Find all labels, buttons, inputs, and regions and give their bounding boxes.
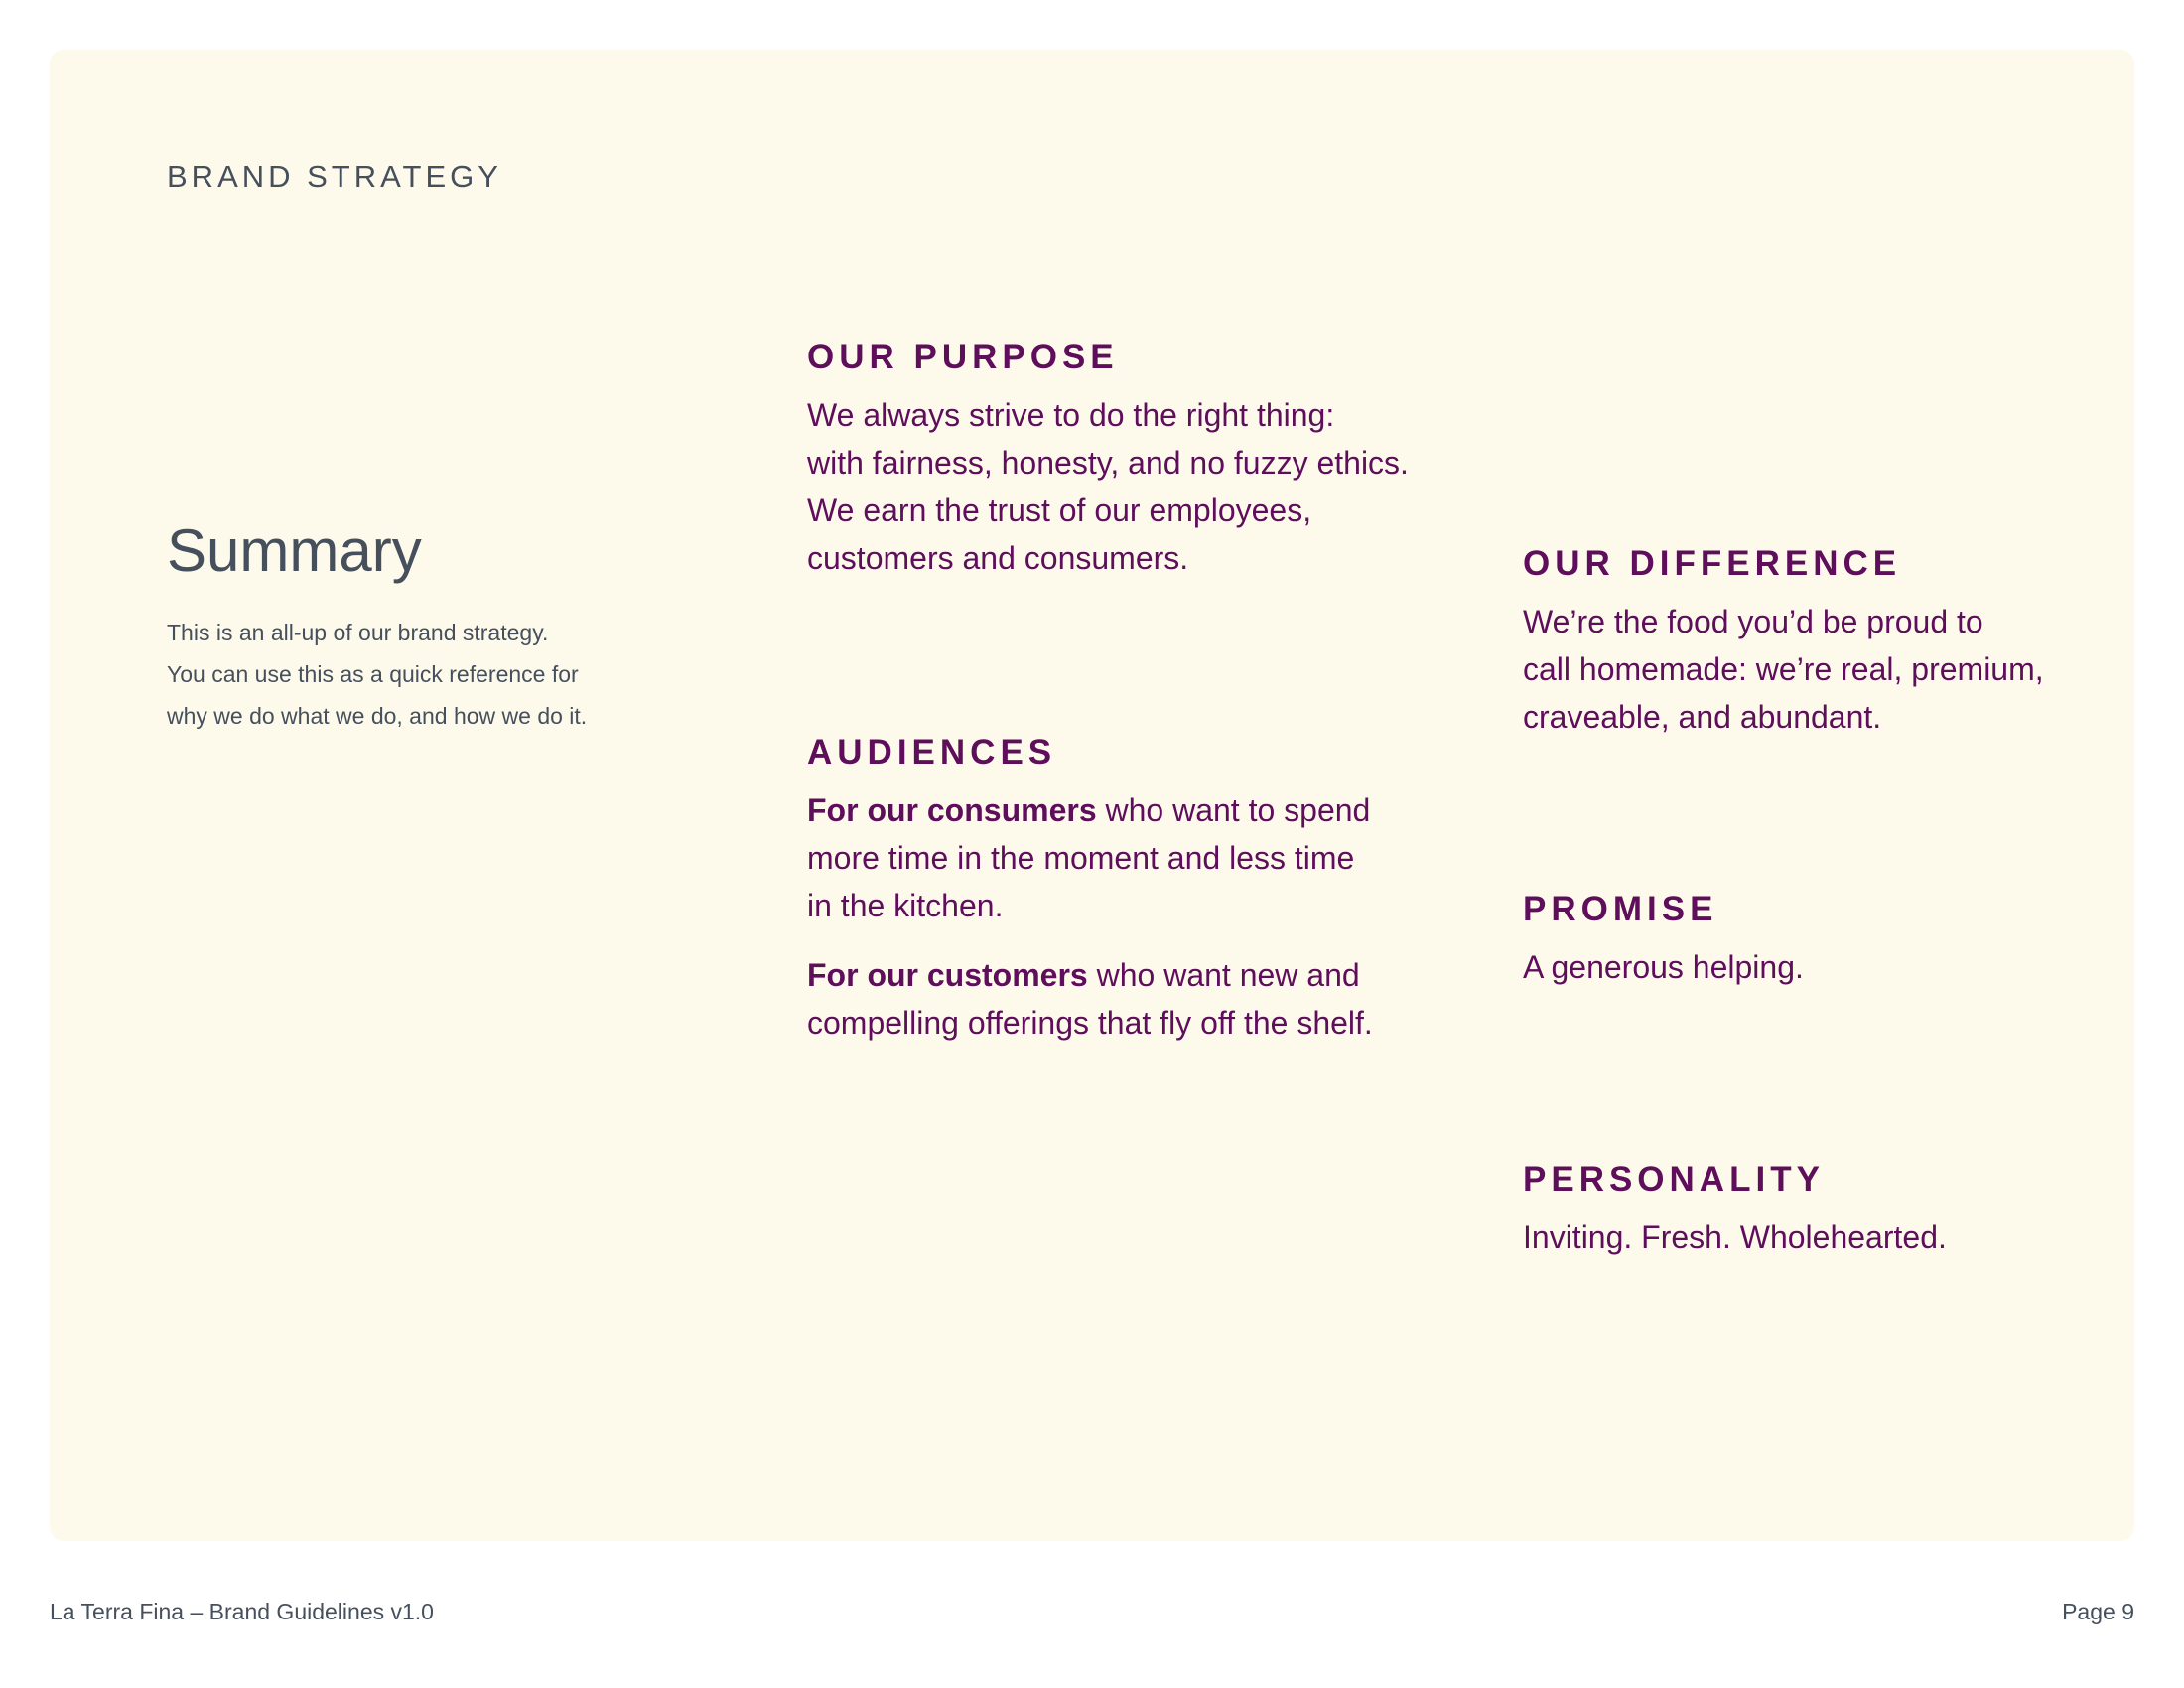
summary-description [167, 612, 683, 737]
difference-line: We’re the food you’d be proud to [1523, 604, 1983, 639]
summary-title: Summary [167, 517, 422, 584]
audience-consumers-text: who want to spend [1096, 792, 1371, 828]
audiences-heading: AUDIENCES [807, 733, 1057, 772]
audience-customers-line: compelling offerings that fly off the shelf. [807, 1005, 1373, 1041]
difference-body [1523, 598, 2044, 741]
audience-customers-line [807, 951, 1373, 999]
promise-section [1523, 890, 1804, 991]
purpose-section [807, 338, 1409, 582]
summary-line: You can use this as a quick reference for [167, 661, 579, 687]
purpose-heading: OUR PURPOSE [807, 338, 1119, 376]
purpose-line: customers and consumers. [807, 540, 1189, 576]
summary-line: This is an all-up of our brand strategy. [167, 620, 549, 645]
personality-text: Inviting. Fresh. Wholehearted. [1523, 1219, 1947, 1255]
personality-heading: PERSONALITY [1523, 1160, 1825, 1198]
audience-customers [807, 951, 1373, 1047]
footer-document-title: La Terra Fina – Brand Guidelines v1.0 [50, 1599, 434, 1624]
difference-line: call homemade: we’re real, premium, [1523, 651, 2044, 687]
footer-page-number: Page 9 [2062, 1599, 2134, 1624]
difference-heading: OUR DIFFERENCE [1523, 544, 1902, 583]
audience-consumers-label: For our consumers [807, 792, 1097, 828]
audience-consumers-line: more time in the moment and less time [807, 840, 1355, 876]
audience-customers-label: For our customers [807, 957, 1088, 993]
audience-consumers-line [807, 786, 1373, 834]
purpose-body [807, 391, 1409, 582]
audience-consumers-line: in the kitchen. [807, 888, 1004, 923]
summary-line: why we do what we do, and how we do it. [167, 703, 588, 729]
purpose-line: We always strive to do the right thing: [807, 397, 1335, 433]
audience-customers-text: who want new and [1087, 957, 1360, 993]
promise-body [1523, 943, 1804, 991]
purpose-line: We earn the trust of our employees, [807, 492, 1312, 528]
personality-body [1523, 1213, 1947, 1261]
purpose-line: with fairness, honesty, and no fuzzy ethics. [807, 445, 1409, 481]
difference-section [1523, 544, 2044, 741]
promise-text: A generous helping. [1523, 949, 1804, 985]
personality-section [1523, 1160, 1947, 1261]
section-eyebrow: BRAND STRATEGY [167, 159, 502, 194]
promise-heading: PROMISE [1523, 890, 1718, 928]
audience-consumers [807, 786, 1373, 929]
difference-line: craveable, and abundant. [1523, 699, 1882, 735]
audiences-section [807, 733, 1373, 1047]
